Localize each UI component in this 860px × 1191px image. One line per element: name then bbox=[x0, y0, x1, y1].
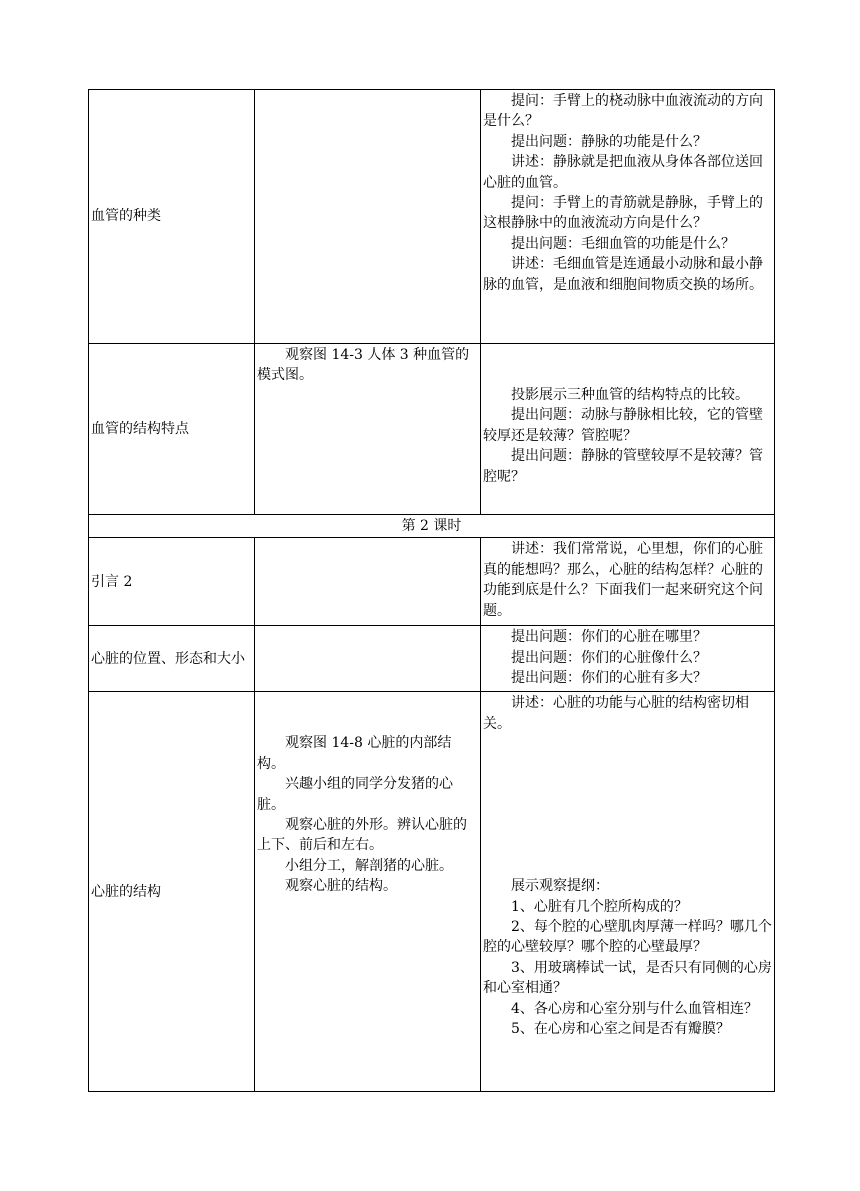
paragraph: 提出问题：动脉与静脉相比较，它的管壁较厚还是较薄？管腔呢？ bbox=[483, 407, 763, 444]
paragraph: 4、各心房和心室分别与什么血管相连？ bbox=[511, 1000, 758, 1017]
paragraph: 讲述：我们常常说，心里想，你们的心脏真的能想吗？那么，心脏的结构怎样？心脏的功能到底是什么？下面我们一起来研究这个问题。 bbox=[483, 541, 763, 619]
student-activity-cell bbox=[255, 692, 481, 1092]
teacher-activity-cell bbox=[481, 344, 775, 515]
paragraph: 2、每个腔的心壁肌肉厚薄一样吗？哪几个腔的心壁较厚？哪个腔的心壁最厚？ bbox=[483, 919, 772, 956]
topic-cell: 血管的结构特点 bbox=[89, 344, 255, 515]
topic-cell: 心脏的位置、形态和大小 bbox=[89, 626, 255, 692]
paragraph: 投影展示三种血管的结构特点的比较。 bbox=[511, 387, 749, 403]
student-activity-cell bbox=[255, 344, 481, 515]
paragraph: 提出问题：毛细血管的功能是什么？ bbox=[511, 235, 735, 252]
table-row bbox=[89, 692, 775, 1092]
paragraph: 讲述：毛细血管是连通最小动脉和最小静脉的血管，是血液和细胞间物质交换的场所。 bbox=[483, 256, 763, 293]
paragraph: 观察图 14-3 人体 3 种血管的模式图。 bbox=[257, 347, 470, 384]
paragraph: 小组分工，解剖猪的心脏。 bbox=[285, 857, 453, 874]
teacher-activity-cell bbox=[481, 90, 775, 344]
student-activity-cell bbox=[255, 626, 481, 692]
table-row bbox=[89, 90, 775, 344]
student-activity-cell bbox=[255, 538, 481, 626]
paragraph: 提出问题：你们的心脏在哪里？ bbox=[511, 629, 707, 646]
spacer bbox=[483, 345, 772, 385]
spacer bbox=[483, 734, 772, 876]
spacer bbox=[257, 693, 478, 733]
teacher-activity-cell bbox=[481, 692, 775, 1092]
table-row bbox=[89, 538, 775, 626]
paragraph: 提问：手臂上的青筋就是静脉，手臂上的这根静脉中的血液流动方向是什么？ bbox=[483, 195, 763, 232]
table-row bbox=[89, 626, 775, 692]
paragraph: 提出问题：你们的心脏像什么？ bbox=[511, 649, 707, 666]
paragraph: 提出问题：静脉的功能是什么？ bbox=[511, 133, 707, 150]
paragraph: 观察心脏的结构。 bbox=[285, 878, 397, 895]
topic-cell: 引言 2 bbox=[89, 538, 255, 626]
paragraph: 提问：手臂上的桡动脉中血液流动的方向是什么？ bbox=[483, 93, 763, 130]
paragraph: 提出问题：静脉的管壁较厚不是较薄？管腔呢？ bbox=[483, 448, 763, 485]
paragraph: 5、在心房和心室之间是否有瓣膜？ bbox=[511, 1021, 730, 1038]
paragraph: 讲述：静脉就是把血液从身体各部位送回心脏的血管。 bbox=[483, 154, 763, 191]
paragraph: 观察图 14-8 心脏的内部结构。 bbox=[257, 735, 452, 772]
paragraph: 3、用玻璃棒试一试，是否只有同侧的心房和心室相通？ bbox=[483, 959, 772, 997]
paragraph: 观察心脏的外形。辨认心脏的上下、前后和左右。 bbox=[257, 817, 467, 854]
topic-cell: 心脏的结构 bbox=[89, 692, 255, 1092]
teacher-activity-cell bbox=[481, 626, 775, 692]
table-row bbox=[89, 344, 775, 515]
session-header: 第 2 课时 bbox=[89, 515, 775, 538]
student-activity-cell bbox=[255, 90, 481, 344]
lesson-plan-table bbox=[88, 89, 775, 1092]
paragraph: 展示观察提纲： bbox=[511, 878, 609, 895]
teacher-activity-cell bbox=[481, 538, 775, 626]
paragraph: 提出问题：你们的心脏有多大？ bbox=[511, 670, 707, 687]
paragraph: 兴趣小组的同学分发猪的心脏。 bbox=[257, 776, 453, 813]
paragraph: 讲述：心脏的功能与心脏的结构密切相关。 bbox=[483, 695, 749, 732]
table-row bbox=[89, 515, 775, 538]
topic-cell: 血管的种类 bbox=[89, 90, 255, 344]
paragraph: 1、心脏有几个腔所构成的？ bbox=[511, 898, 688, 915]
